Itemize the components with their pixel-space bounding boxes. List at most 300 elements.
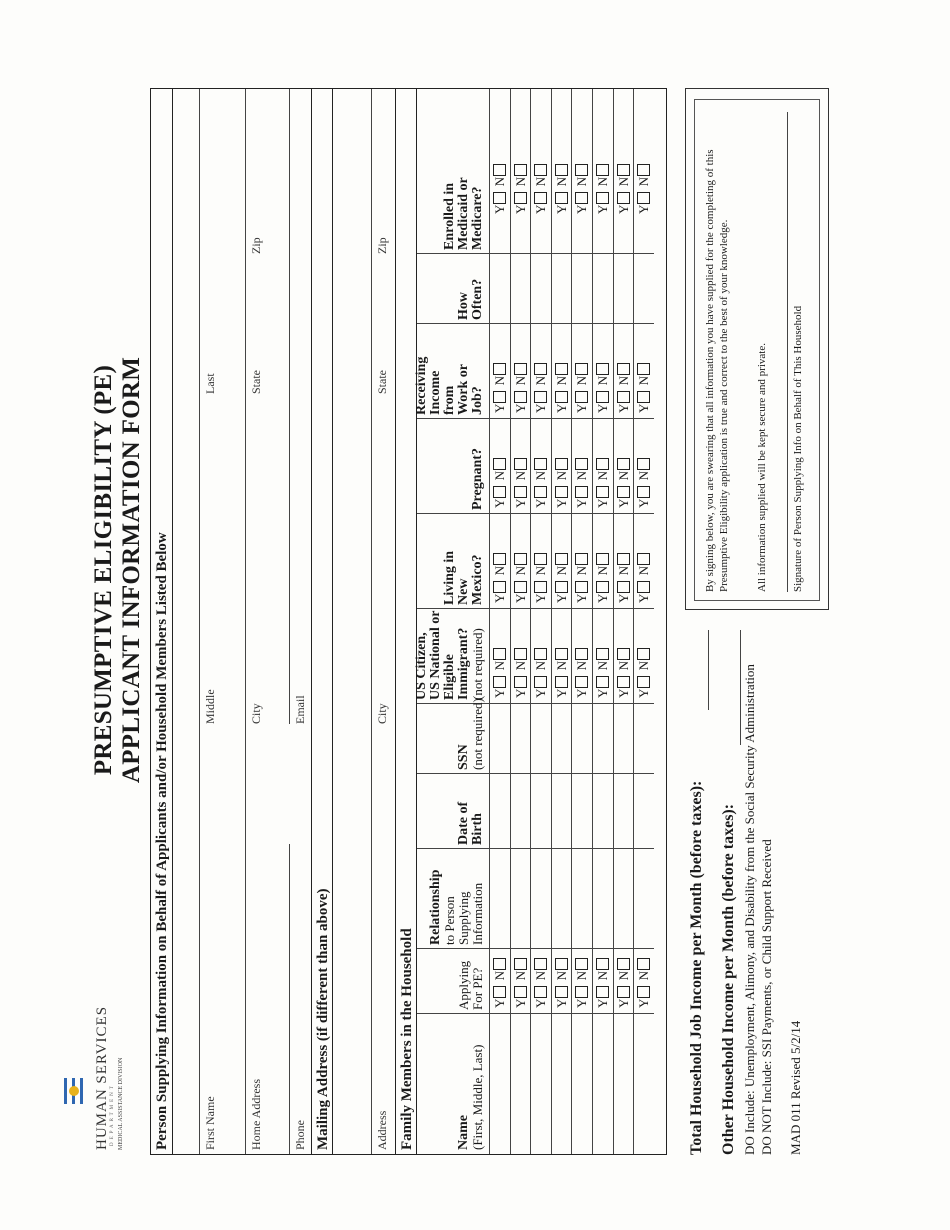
no-label: N (492, 470, 507, 481)
yes-checkbox[interactable] (575, 486, 588, 498)
yes-label: Y (492, 688, 507, 698)
yes-checkbox[interactable] (514, 486, 527, 498)
row-divider (551, 89, 552, 1154)
no-checkbox[interactable] (596, 553, 609, 565)
name-line[interactable] (199, 89, 200, 1154)
yes-checkbox[interactable] (555, 192, 568, 204)
col-divider (417, 608, 654, 609)
yes-label: Y (615, 593, 631, 603)
yes-checkbox[interactable] (514, 192, 527, 204)
yes-no-checkbox-pair[interactable] (574, 956, 590, 1008)
col-citizen (415, 611, 485, 700)
yes-checkbox[interactable] (596, 391, 609, 403)
yes-no-checkbox-pair[interactable] (636, 956, 652, 1008)
no-label: N (574, 176, 590, 187)
no-checkbox[interactable] (575, 458, 588, 470)
no-checkbox[interactable] (534, 553, 547, 565)
col-pregnant (471, 448, 485, 510)
col-citizen-text: Immigrant? (456, 627, 471, 700)
hsd-logo (58, 1005, 128, 1150)
col-living-nm-text: Mexico? (470, 554, 485, 605)
col-income-text: Job? (470, 386, 485, 415)
yes-no-checkbox-pair[interactable] (492, 646, 508, 698)
col-relationship-text: to Person (442, 896, 457, 945)
yes-no-checkbox-pair[interactable] (554, 646, 570, 698)
yes-no-checkbox-pair[interactable] (595, 956, 611, 1008)
yes-checkbox[interactable] (596, 192, 609, 204)
signature-label: Signature of Person Supplying Info on Behalf of This Household (792, 305, 804, 592)
no-label: N (533, 470, 549, 481)
yes-label: Y (492, 998, 507, 1008)
yes-no-checkbox-pair[interactable] (595, 551, 611, 603)
yes-checkbox[interactable] (617, 581, 630, 593)
yes-checkbox[interactable] (575, 986, 588, 998)
yes-no-checkbox-pair[interactable] (554, 551, 570, 603)
no-checkbox[interactable] (617, 458, 630, 470)
yes-checkbox[interactable] (575, 581, 588, 593)
no-label: N (553, 970, 569, 981)
yes-checkbox[interactable] (575, 192, 588, 204)
col-how-often-text: How (456, 292, 471, 320)
no-label: N (636, 375, 652, 386)
no-label: N (574, 470, 590, 481)
yes-no-checkbox-pair[interactable] (616, 361, 632, 413)
no-checkbox[interactable] (555, 458, 568, 470)
mailing-line[interactable] (371, 89, 372, 1154)
yes-checkbox[interactable] (493, 986, 506, 998)
no-label: N (512, 660, 528, 671)
col-dob (457, 802, 485, 845)
yes-checkbox[interactable] (596, 581, 609, 593)
yes-no-checkbox-pair[interactable] (492, 956, 508, 1008)
title-line-2: APPLICANT INFORMATION FORM (118, 356, 145, 784)
yes-checkbox[interactable] (596, 486, 609, 498)
no-checkbox[interactable] (617, 164, 630, 176)
col-relationship-text: Supplying (456, 891, 471, 945)
no-checkbox[interactable] (534, 164, 547, 176)
col-income-text: Receiving (414, 356, 429, 415)
no-label: N (533, 375, 549, 386)
no-checkbox[interactable] (514, 648, 527, 660)
col-divider (417, 848, 654, 849)
no-label: N (615, 970, 631, 981)
yes-checkbox[interactable] (637, 676, 650, 688)
yes-checkbox[interactable] (617, 676, 630, 688)
yes-no-checkbox-pair[interactable] (636, 361, 652, 413)
row-divider (530, 89, 531, 1154)
yes-checkbox[interactable] (617, 486, 630, 498)
row-divider (592, 89, 593, 1154)
row-divider (633, 89, 634, 1154)
no-label: N (492, 176, 507, 187)
yes-label: Y (492, 204, 507, 214)
yes-no-checkbox-pair[interactable] (595, 162, 611, 214)
yes-label: Y (615, 498, 631, 508)
no-checkbox[interactable] (575, 553, 588, 565)
yes-no-checkbox-pair[interactable] (533, 551, 549, 603)
yes-no-checkbox-pair[interactable] (492, 162, 508, 214)
yes-label: Y (512, 688, 528, 698)
yes-label: Y (615, 998, 631, 1008)
yes-no-checkbox-pair[interactable] (513, 162, 529, 214)
row-divider (510, 89, 511, 1154)
title-line-1: PRESUMPTIVE ELIGIBILITY (PE) (90, 364, 117, 776)
yes-checkbox[interactable] (637, 486, 650, 498)
col-name-text: Name (456, 1115, 471, 1150)
no-checkbox[interactable] (637, 553, 650, 565)
yes-label: Y (553, 593, 569, 603)
yes-checkbox[interactable] (493, 486, 506, 498)
yes-checkbox[interactable] (493, 676, 506, 688)
col-pregnant-text: Pregnant? (470, 448, 485, 510)
no-checkbox[interactable] (514, 958, 527, 970)
yes-label: Y (595, 998, 610, 1008)
no-label: N (595, 660, 610, 671)
no-checkbox[interactable] (617, 958, 630, 970)
income-include-note: DO Include: Unemployment, Alimony, and Disability from the Social Security Administration (742, 664, 757, 1155)
yes-checkbox[interactable] (637, 986, 650, 998)
col-applying-text: Applying (456, 960, 471, 1010)
yes-label: Y (492, 593, 507, 603)
no-label: N (533, 660, 549, 671)
no-checkbox[interactable] (596, 458, 609, 470)
no-label: N (615, 565, 631, 576)
no-label: N (512, 470, 528, 481)
yes-checkbox[interactable] (514, 391, 527, 403)
col-how-often-text: Often? (470, 278, 485, 320)
logo-division: MEDICAL ASSISTANCE DIVISION (118, 1057, 124, 1150)
yes-label: Y (553, 998, 569, 1008)
email-line[interactable] (289, 89, 290, 724)
yes-checkbox[interactable] (575, 676, 588, 688)
no-checkbox[interactable] (534, 363, 547, 375)
col-ssn (457, 698, 485, 770)
attestation-text: By signing below, you are swearing that all information you have supplied for the completing of this Presumptive Eligibility application is true and correct to the best of your knowledge. (704, 149, 730, 592)
yes-label: Y (492, 403, 507, 413)
yes-no-checkbox-pair[interactable] (533, 162, 549, 214)
yes-no-checkbox-pair[interactable] (616, 456, 632, 508)
yes-checkbox[interactable] (534, 676, 547, 688)
yes-checkbox[interactable] (514, 986, 527, 998)
yes-checkbox[interactable] (534, 986, 547, 998)
no-checkbox[interactable] (555, 553, 568, 565)
yes-no-checkbox-pair[interactable] (554, 456, 570, 508)
yes-label: Y (615, 688, 631, 698)
no-checkbox[interactable] (493, 363, 506, 375)
col-applying (457, 961, 485, 1010)
yes-label: Y (574, 998, 590, 1008)
yes-label: Y (533, 498, 549, 508)
yes-label: Y (595, 593, 610, 603)
yes-checkbox[interactable] (617, 986, 630, 998)
person-section-heading: Person Supplying Information on Behalf of Applicants and/or Household Members Listed Below (151, 89, 173, 1154)
signature-line[interactable] (787, 112, 788, 592)
job-income-line[interactable] (708, 630, 709, 710)
col-divider (417, 323, 654, 324)
yes-label: Y (636, 498, 652, 508)
no-label: N (492, 565, 507, 576)
no-checkbox[interactable] (493, 553, 506, 565)
yes-label: Y (533, 403, 549, 413)
yes-label: Y (636, 998, 652, 1008)
no-label: N (512, 176, 528, 187)
yes-no-checkbox-pair[interactable] (574, 456, 590, 508)
yes-label: Y (574, 498, 590, 508)
col-dob-text: Date of (456, 801, 471, 845)
yes-no-checkbox-pair[interactable] (574, 162, 590, 214)
no-checkbox[interactable] (555, 363, 568, 375)
other-income-line[interactable] (740, 630, 741, 745)
form-frame (150, 88, 667, 1155)
yes-no-checkbox-pair[interactable] (554, 956, 570, 1008)
yes-no-checkbox-pair[interactable] (595, 646, 611, 698)
yes-checkbox[interactable] (534, 581, 547, 593)
mailing-state-label: State (375, 370, 389, 394)
yes-no-checkbox-pair[interactable] (636, 456, 652, 508)
yes-checkbox[interactable] (555, 676, 568, 688)
no-label: N (615, 660, 631, 671)
no-label: N (595, 970, 610, 981)
col-dob-text: Birth (470, 813, 485, 845)
yes-no-checkbox-pair[interactable] (492, 361, 508, 413)
yes-no-checkbox-pair[interactable] (616, 551, 632, 603)
yes-no-checkbox-pair[interactable] (533, 646, 549, 698)
signature-box (685, 88, 829, 610)
col-applying-text: For PE? (470, 967, 485, 1010)
no-checkbox[interactable] (596, 648, 609, 660)
col-income-text: from (442, 385, 457, 415)
no-checkbox[interactable] (575, 958, 588, 970)
col-divider (417, 773, 654, 774)
no-label: N (615, 470, 631, 481)
income-exclude-note: DO NOT Include: SSI Payments, or Child Support Received (759, 839, 774, 1155)
yes-checkbox[interactable] (493, 391, 506, 403)
no-checkbox[interactable] (514, 458, 527, 470)
no-checkbox[interactable] (617, 553, 630, 565)
no-checkbox[interactable] (575, 648, 588, 660)
yes-no-checkbox-pair[interactable] (616, 956, 632, 1008)
yes-label: Y (533, 688, 549, 698)
yes-label: Y (553, 204, 569, 214)
yes-checkbox[interactable] (575, 391, 588, 403)
no-label: N (512, 970, 528, 981)
no-label: N (512, 565, 528, 576)
phone-line[interactable] (289, 844, 290, 1154)
yes-no-checkbox-pair[interactable] (554, 361, 570, 413)
col-relationship-text: Relationship (428, 869, 443, 945)
yes-no-checkbox-pair[interactable] (513, 646, 529, 698)
yes-no-checkbox-pair[interactable] (595, 361, 611, 413)
yes-no-checkbox-pair[interactable] (533, 456, 549, 508)
no-checkbox[interactable] (534, 458, 547, 470)
col-relationship-text: Information (470, 882, 485, 945)
no-checkbox[interactable] (555, 958, 568, 970)
yes-checkbox[interactable] (637, 391, 650, 403)
yes-label: Y (512, 498, 528, 508)
no-checkbox[interactable] (534, 958, 547, 970)
yes-no-checkbox-pair[interactable] (574, 646, 590, 698)
zip-label: Zip (249, 237, 263, 254)
col-name (457, 1045, 485, 1150)
family-section-heading: Family Members in the Household (395, 89, 417, 1154)
yes-checkbox[interactable] (534, 391, 547, 403)
yes-no-checkbox-pair[interactable] (574, 361, 590, 413)
no-label: N (492, 970, 507, 981)
no-label: N (615, 176, 631, 187)
no-checkbox[interactable] (555, 164, 568, 176)
yes-no-checkbox-pair[interactable] (513, 361, 529, 413)
yes-no-checkbox-pair[interactable] (616, 646, 632, 698)
col-living-nm-text: Living in (442, 550, 457, 605)
yes-checkbox[interactable] (617, 192, 630, 204)
yes-no-checkbox-pair[interactable] (636, 646, 652, 698)
col-citizen-text: (not required) (470, 628, 485, 700)
no-checkbox[interactable] (514, 164, 527, 176)
yes-no-checkbox-pair[interactable] (636, 551, 652, 603)
yes-checkbox[interactable] (596, 676, 609, 688)
yes-no-checkbox-pair[interactable] (554, 162, 570, 214)
col-divider (417, 513, 654, 514)
home-address-label: Home Address (249, 1079, 263, 1150)
logo-department: DEPARTMENT (110, 1083, 115, 1146)
no-label: N (636, 565, 652, 576)
no-label: N (553, 176, 569, 187)
yes-label: Y (595, 498, 610, 508)
no-label: N (595, 375, 610, 386)
form-title (90, 290, 146, 850)
col-divider (417, 253, 654, 254)
no-checkbox[interactable] (514, 553, 527, 565)
yes-label: Y (636, 688, 652, 698)
revision-footer: MAD 011 Revised 5/2/14 (788, 1020, 803, 1155)
yes-label: Y (574, 688, 590, 698)
yes-checkbox[interactable] (493, 581, 506, 593)
no-checkbox[interactable] (617, 648, 630, 660)
no-checkbox[interactable] (637, 648, 650, 660)
col-name-text: (First, Middle, Last) (470, 1044, 485, 1150)
no-checkbox[interactable] (637, 458, 650, 470)
col-divider (417, 948, 654, 949)
middle-label: Middle (203, 689, 217, 724)
yes-checkbox[interactable] (534, 192, 547, 204)
last-label: Last (203, 373, 217, 394)
col-living-nm-text: New (456, 578, 471, 605)
col-divider (417, 703, 654, 704)
yes-checkbox[interactable] (534, 486, 547, 498)
no-checkbox[interactable] (596, 363, 609, 375)
yes-checkbox[interactable] (555, 986, 568, 998)
yes-label: Y (636, 403, 652, 413)
yes-no-checkbox-pair[interactable] (636, 162, 652, 214)
city-label: City (249, 703, 263, 724)
yes-label: Y (533, 593, 549, 603)
col-relationship (429, 870, 485, 945)
yes-checkbox[interactable] (514, 581, 527, 593)
yes-checkbox[interactable] (514, 676, 527, 688)
yes-no-checkbox-pair[interactable] (513, 456, 529, 508)
yes-label: Y (512, 593, 528, 603)
no-checkbox[interactable] (637, 958, 650, 970)
col-citizen-text: Eligible (442, 654, 457, 700)
no-label: N (636, 470, 652, 481)
yes-no-checkbox-pair[interactable] (595, 456, 611, 508)
yes-checkbox[interactable] (555, 581, 568, 593)
no-checkbox[interactable] (596, 164, 609, 176)
yes-label: Y (595, 688, 610, 698)
job-income-label: Total Household Job Income per Month (before taxes): (688, 780, 705, 1155)
col-citizen-text: US Citizen, (414, 632, 429, 700)
yes-label: Y (553, 403, 569, 413)
no-label: N (533, 970, 549, 981)
yes-checkbox[interactable] (493, 192, 506, 204)
first-name-label: First Name (203, 1096, 217, 1150)
yes-checkbox[interactable] (555, 486, 568, 498)
no-label: N (533, 565, 549, 576)
no-checkbox[interactable] (514, 363, 527, 375)
state-label: State (249, 370, 263, 394)
yes-label: Y (533, 998, 549, 1008)
no-label: N (553, 375, 569, 386)
yes-label: Y (553, 498, 569, 508)
no-checkbox[interactable] (555, 648, 568, 660)
no-label: N (553, 565, 569, 576)
mailing-zip-label: Zip (375, 237, 389, 254)
other-income-label: Other Household Income per Month (before taxes): (720, 803, 737, 1155)
yes-checkbox[interactable] (637, 581, 650, 593)
col-medicaid-text: Enrolled in (442, 182, 457, 250)
no-checkbox[interactable] (534, 648, 547, 660)
address-line[interactable] (245, 89, 246, 1154)
yes-no-checkbox-pair[interactable] (533, 956, 549, 1008)
yes-label: Y (492, 498, 507, 508)
no-label: N (492, 375, 507, 386)
no-label: N (492, 660, 507, 671)
no-checkbox[interactable] (617, 363, 630, 375)
yes-label: Y (512, 403, 528, 413)
no-label: N (595, 565, 610, 576)
no-label: N (574, 565, 590, 576)
yes-checkbox[interactable] (617, 391, 630, 403)
no-checkbox[interactable] (596, 958, 609, 970)
no-checkbox[interactable] (575, 363, 588, 375)
yes-no-checkbox-pair[interactable] (616, 162, 632, 214)
yes-label: Y (574, 593, 590, 603)
yes-checkbox[interactable] (637, 192, 650, 204)
no-checkbox[interactable] (493, 648, 506, 660)
yes-checkbox[interactable] (555, 391, 568, 403)
no-checkbox[interactable] (637, 164, 650, 176)
yes-label: Y (636, 204, 652, 214)
no-checkbox[interactable] (493, 164, 506, 176)
email-label: Email (293, 695, 307, 724)
yes-label: Y (574, 204, 590, 214)
no-label: N (636, 176, 652, 187)
no-checkbox[interactable] (575, 164, 588, 176)
yes-no-checkbox-pair[interactable] (533, 361, 549, 413)
no-label: N (595, 176, 610, 187)
yes-no-checkbox-pair[interactable] (513, 551, 529, 603)
no-checkbox[interactable] (637, 363, 650, 375)
no-label: N (553, 470, 569, 481)
yes-no-checkbox-pair[interactable] (574, 551, 590, 603)
yes-no-checkbox-pair[interactable] (492, 456, 508, 508)
yes-no-checkbox-pair[interactable] (513, 956, 529, 1008)
yes-checkbox[interactable] (596, 986, 609, 998)
no-checkbox[interactable] (493, 458, 506, 470)
no-checkbox[interactable] (493, 958, 506, 970)
yes-no-checkbox-pair[interactable] (492, 551, 508, 603)
col-income (415, 357, 485, 415)
